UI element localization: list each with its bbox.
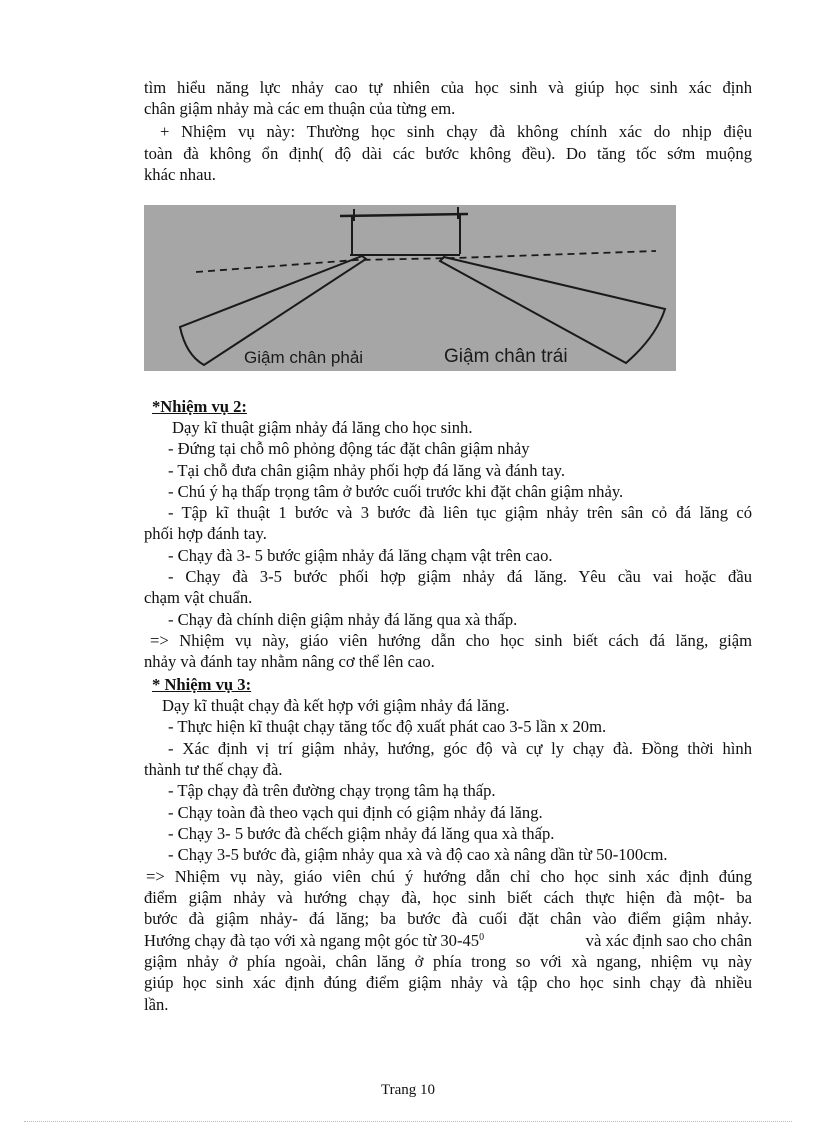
task3-item: thành tư thế chạy đà.: [144, 760, 283, 779]
task2-heading: *Nhiệm vụ 2:: [152, 397, 247, 416]
task3-item: - Thực hiện kĩ thuật chạy tăng tốc độ xuất phát cao 3-5 lần x 20m.: [168, 717, 607, 736]
page-number: Trang 10: [380, 1082, 436, 1098]
task3-item: - Chạy toàn đà theo vạch qui định có giậm nhảy đá lăng.: [168, 803, 543, 822]
takeoff-diagram: [144, 205, 676, 371]
task2-item: - Chạy đà 3- 5 bước giậm nhảy đá lăng chạm vật trên cao.: [168, 546, 553, 565]
task3-heading: * Nhiệm vụ 3:: [152, 675, 252, 694]
task2-item: chạm vật chuẩn.: [144, 588, 253, 607]
task2-item: - Tại chỗ đưa chân giậm nhảy phối hợp đá lăng và đánh tay.: [168, 461, 566, 480]
degree-superscript: 0: [479, 932, 485, 943]
task3-conclusion-line: lần.: [144, 995, 169, 1014]
task3-item: - Xác định vị trí giậm nhảy, hướng, góc độ và cự ly chạy đà. Đồng thời hình: [168, 739, 752, 758]
task3-conclusion-line: => Nhiệm vụ này, giáo viên chú ý hướng dẫn chỉ cho học sinh xác định đúng: [146, 867, 752, 886]
angle-text-part: Hướng chạy đà tạo với xà ngang một góc từ $30-45^0$: [144, 931, 485, 950]
intro-line-1: tìm hiểu năng lực nhảy cao tự nhiên của học sinh và giúp học sinh xác định: [144, 78, 752, 97]
label-right-foot: Giậm chân phải: [244, 348, 364, 367]
task2-item: - Chạy đà chính diện giậm nhảy đá lăng qua xà thấp.: [168, 610, 518, 629]
task3-item: - Chạy 3-5 bước đà, giậm nhảy qua xà và độ cao xà nâng dần từ 50-100cm.: [168, 845, 668, 864]
task3-intro: Dạy kĩ thuật chạy đà kết hợp với giậm nhảy đá lăng.: [162, 696, 510, 715]
task3-conclusion-line: bước đà giậm nhảy- đá lăng; ba bước đà cuối đặt chân vào điểm giậm nhảy.: [144, 909, 752, 928]
task3-item: - Chạy 3- 5 bước đà chếch giậm nhảy đá lăng qua xà thấp.: [168, 824, 555, 843]
intro-line-5: khác nhau.: [144, 165, 216, 184]
bottom-divider: [24, 1121, 792, 1122]
task3-conclusion-line: điểm giậm nhảy và hướng chạy đà, học sinh biết cách thực hiện đà một- ba: [144, 888, 752, 907]
intro-line-4: toàn đà không ổn định( độ dài các bước không đều). Do tăng tốc sớm muộng: [144, 144, 752, 163]
task2-item: - Tập kĩ thuật 1 bước và 3 bước đà liên tục giậm nhảy trên sân cỏ đá lăng có: [168, 503, 752, 522]
task3-conclusion-line: giúp học sinh xác định đúng điểm giậm nhảy và tập cho học sinh chạy đà nhiều: [144, 973, 752, 992]
task2-item: - Chạy đà 3-5 bước phối hợp giậm nhảy đá lăng. Yêu cầu vai hoặc đầu: [168, 567, 752, 586]
task2-item: phối hợp đánh tay.: [144, 524, 267, 543]
task3-conclusion-line: giậm nhảy ở phía ngoài, chân lăng ở phía trong so với xà ngang, nhiệm vụ này: [144, 952, 752, 971]
task2-item: - Đứng tại chỗ mô phỏng động tác đặt chân giậm nhảy: [168, 439, 530, 458]
task2-item: - Chú ý hạ thấp trọng tâm ở bước cuối trước khi đặt chân giậm nhảy.: [168, 482, 624, 501]
intro-line-2: chân giậm nhảy mà các em thuận của từng em.: [144, 99, 456, 118]
task2-conclusion-line-2: nhảy và đánh tay nhằm nâng cơ thể lên cao.: [144, 652, 435, 671]
task2-intro: Dạy kĩ thuật giậm nhảy đá lăng cho học sinh.: [172, 418, 473, 437]
angle-text-tail: và xác định sao cho chân: [585, 931, 752, 950]
label-left-foot: Giậm chân trái: [444, 346, 568, 367]
intro-line-3: + Nhiệm vụ này: Thường học sinh chạy đà không chính xác do nhịp điệu: [160, 122, 752, 141]
task3-item: - Tập chạy đà trên đường chạy trọng tâm hạ thấp.: [168, 781, 496, 800]
task2-conclusion-line-1: => Nhiệm vụ này, giáo viên hướng dẫn cho học sinh biết cách đá lăng, giậm: [150, 631, 752, 650]
task3-conclusion-line-angle: [144, 930, 752, 951]
